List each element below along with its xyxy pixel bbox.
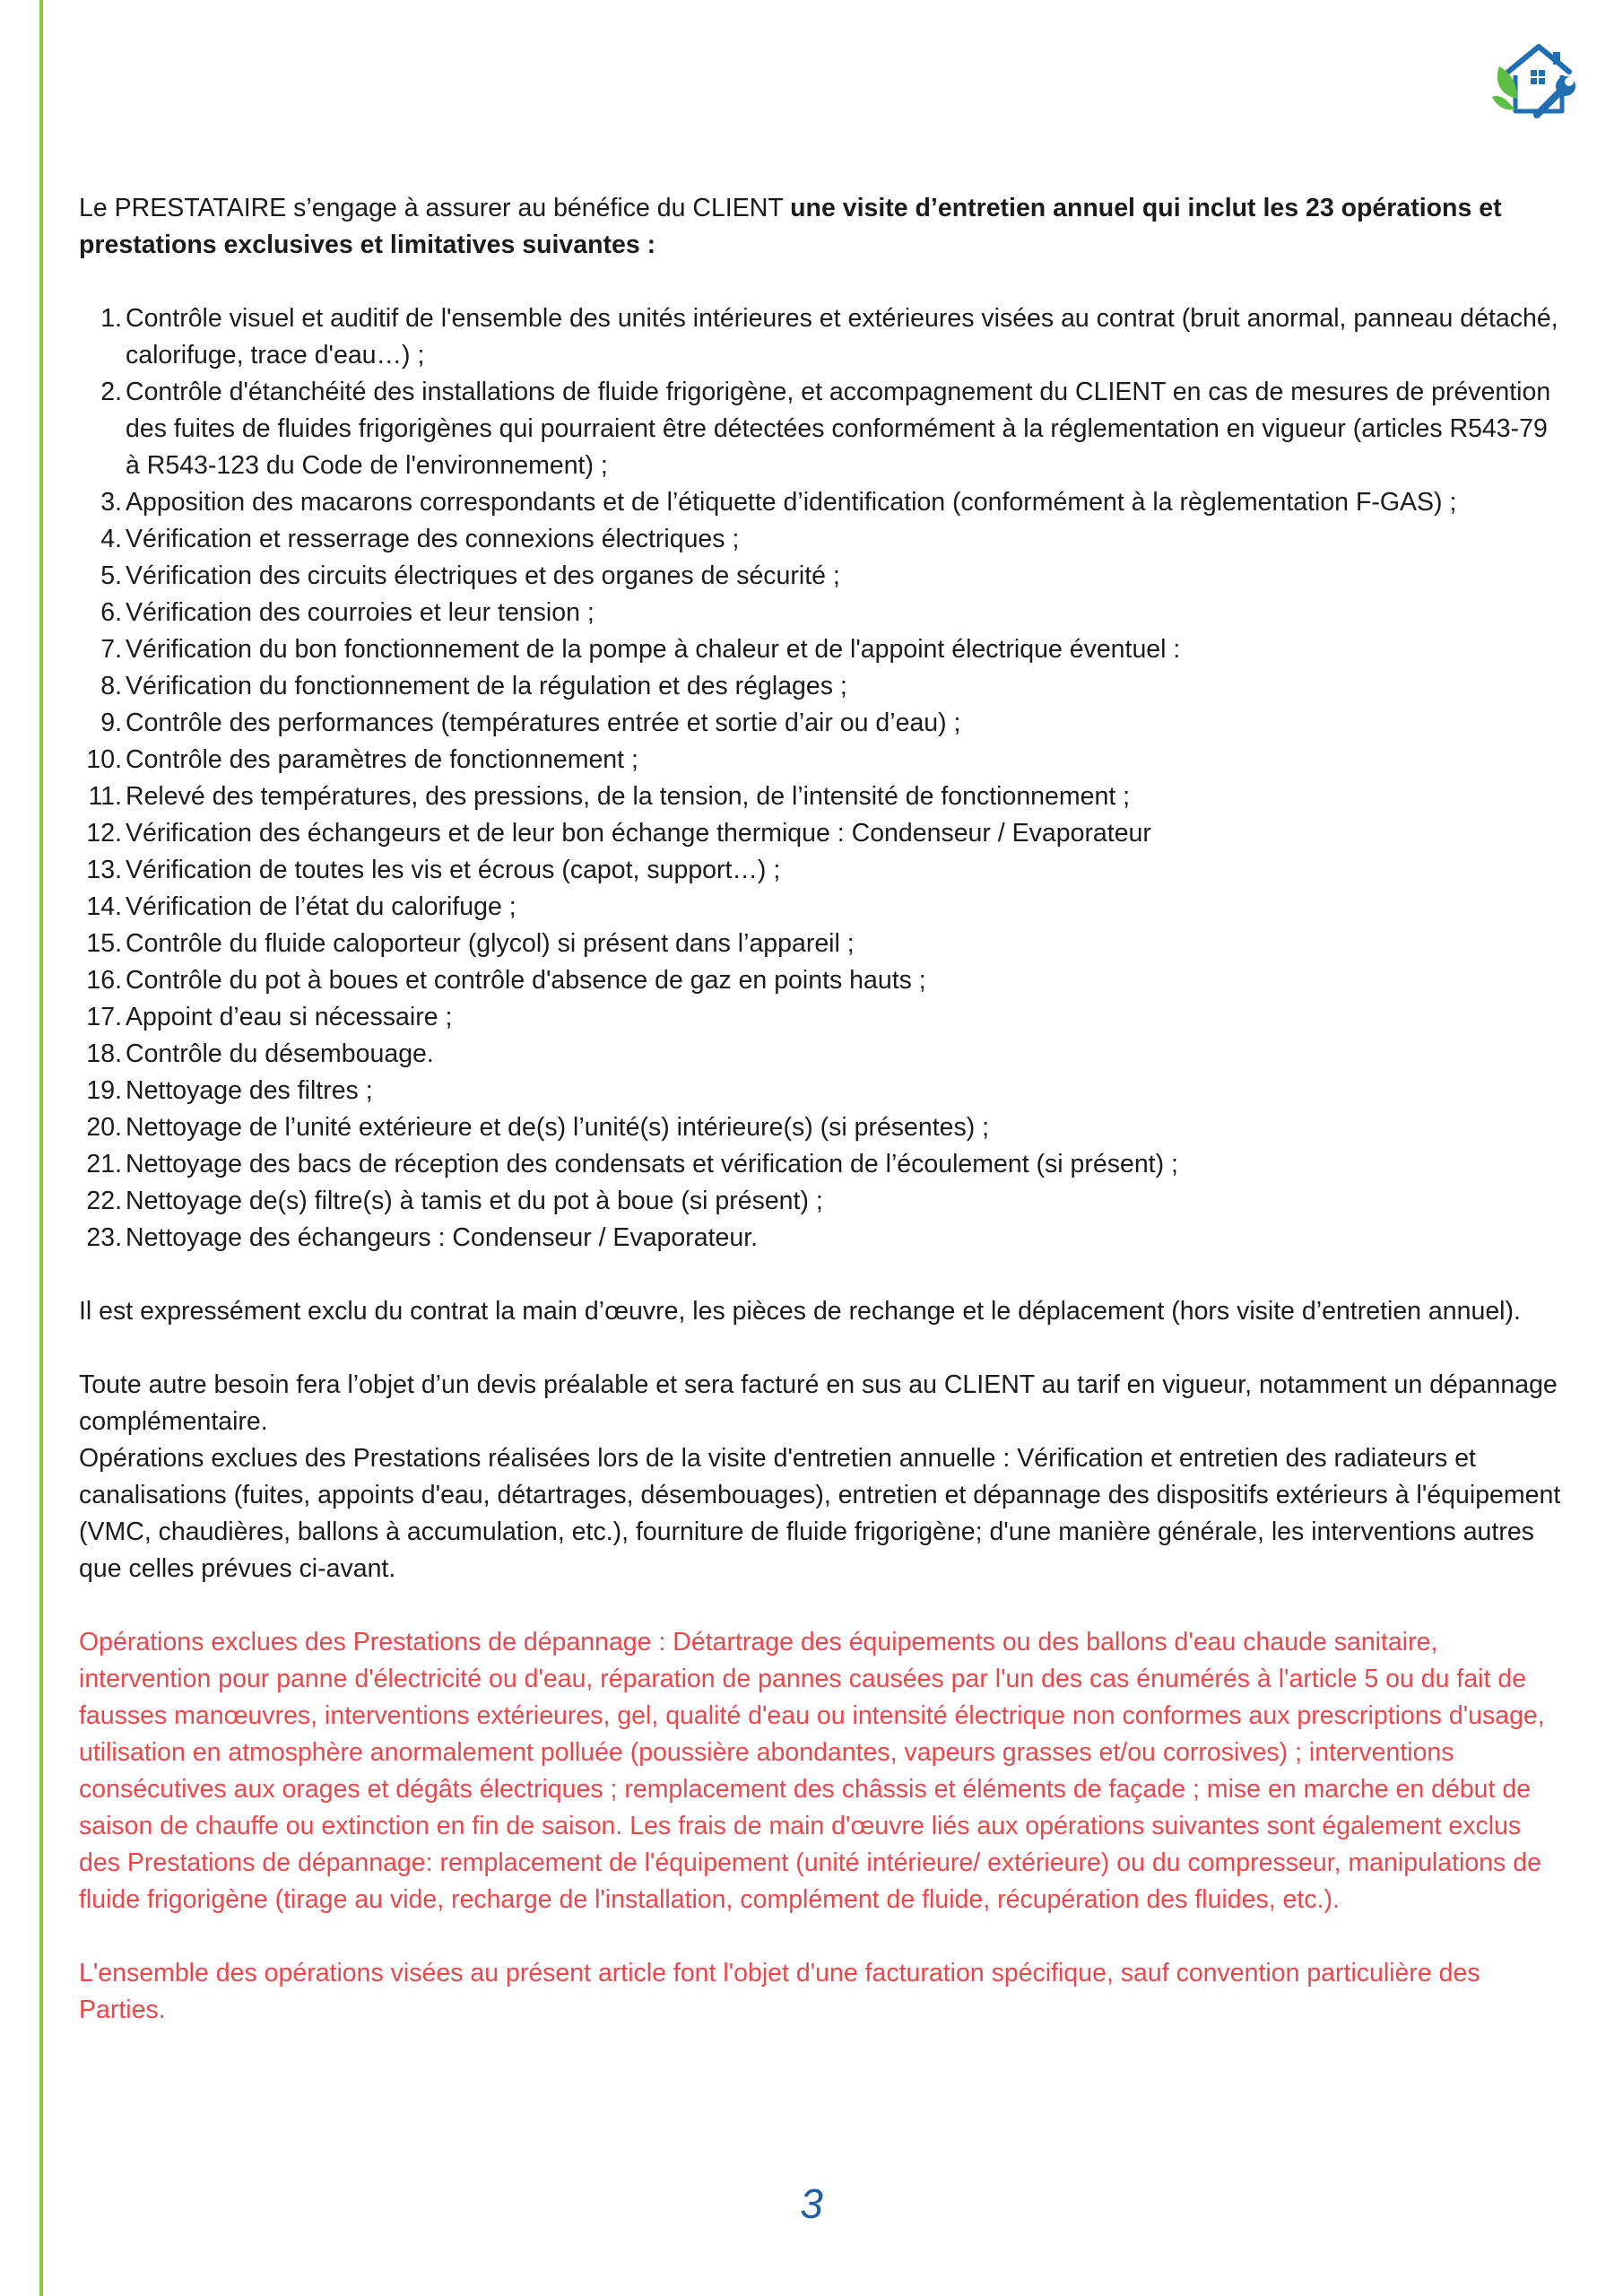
list-item: 13. Vérification de toutes les vis et écrous (capot, support…) ; (86, 856, 781, 884)
list-item: 7. Vérification du bon fonctionnement de la pompe à chaleur et de l'appoint électrique éventuel : (100, 635, 1181, 664)
list-item: 5. Vérification des circuits électriques et des organes de sécurité ; (100, 561, 840, 590)
house-leaf-wrench-icon (1490, 39, 1580, 126)
intro-bold: une visite d’entretien annuel qui inclut les 23 opérations et prestations exclusives et limitatives suivantes : (79, 194, 1502, 259)
list-item: 18. Contrôle du désembouage. (86, 1039, 434, 1068)
operations-list (79, 300, 1567, 1257)
list-item: 15. Contrôle du fluide caloporteur (glycol) si présent dans l’appareil ; (86, 929, 855, 958)
list-item: 6. Vérification des courroies et leur tension ; (100, 598, 595, 627)
breakdown-exclusions-paragraph: Opérations exclues des Prestations de dépannage : Détartrage des équipements ou des ballons d'eau chaude sanitaire, intervention pour panne d'électricité ou d'eau, réparation de pannes causées par l'un des cas énumérés à l'article 5 ou du fait de fausses manœuvres, interventions extérieures, gel, qualité d'eau ou intensité électrique non conformes aux prescriptions d'usage, utilisation en atmosphère anormalement polluée (poussière abondantes, vapeurs grasses et/ou corrosives) ; interventions consécutives aux orages et dégâts électriques ; remplacement des châssis et éléments de façade ; mise en marche en début de saison de chauffe ou extinction en fin de saison. Les frais de main d'œuvre liés aux opérations suivantes sont également exclus des Prestations de dépannage: remplacement de l'équipement (unité intérieure/ extérieure) ou du compresseur, manipulations de fluide frigorigène (tirage au vide, recharge de l'installation, complément de fluide, récupération des fluides, etc.). (79, 1628, 1545, 1914)
list-item: 17. Appoint d’eau si nécessaire ; (86, 1003, 453, 1031)
list-item: 19. Nettoyage des filtres ; (86, 1076, 373, 1105)
page-number: 3 (800, 2180, 823, 2227)
list-item: 23. Nettoyage des échangeurs : Condenseur / Evaporateur. (86, 1223, 759, 1252)
other-needs-paragraph: Toute autre besoin fera l’objet d’un devis préalable et sera facturé en sus au CLIENT au tarif en vigueur, notamment un dépannage complémentaire. (79, 1370, 1558, 1436)
list-item: 12. Vérification des échangeurs et de leur bon échange thermique : Condenseur / Evaporateur (86, 819, 1151, 848)
exclusion-paragraph: Il est expressément exclu du contrat la main d’œuvre, les pièces de rechange et le déplacement (hors visite d’entretien annuel). (79, 1297, 1521, 1326)
specific-billing-paragraph: L'ensemble des opérations visées au présent article font l'objet d'une facturation spécifique, sauf convention particulière des Parties. (79, 1959, 1480, 2024)
intro-paragraph (79, 190, 1567, 264)
list-item: 9. Contrôle des performances (températures entrée et sortie d’air ou d’eau) ; (100, 709, 961, 737)
intro-lead: Le PRESTATAIRE s’engage à assurer au bénéfice du CLIENT (79, 194, 791, 222)
list-item: 16. Contrôle du pot à boues et contrôle d'absence de gaz en points hauts ; (86, 966, 926, 995)
list-item: 20. Nettoyage de l’unité extérieure et de(s) l’unité(s) intérieure(s) (si présentes) ; (86, 1113, 990, 1142)
left-margin-rule (39, 0, 43, 2296)
list-item: 14. Vérification de l’état du calorifuge ; (86, 892, 516, 921)
list-item: 8. Vérification du fonctionnement de la régulation et des réglages ; (100, 672, 847, 700)
list-item: 21. Nettoyage des bacs de réception des condensats et vérification de l’écoulement (si présent) ; (86, 1150, 1178, 1178)
list-item: 1. Contrôle visuel et auditif de l'ensemble des unités intérieures et extérieures visées au contrat (bruit anormal, panneau détaché, calorifuge, trace d'eau…) ; (100, 304, 1558, 370)
list-item: 4. Vérification et resserrage des connexions électriques ; (100, 525, 740, 553)
list-item: 3. Apposition des macarons correspondants et de l’étiquette d’identification (conformément à la règlementation F-GAS) ; (100, 488, 1457, 517)
list-item: 10. Contrôle des paramètres de fonctionnement ; (86, 745, 638, 774)
list-item: 22. Nettoyage de(s) filtre(s) à tamis et du pot à boue (si présent) ; (86, 1187, 823, 1215)
excluded-operations-paragraph: Opérations exclues des Prestations réalisées lors de la visite d'entretien annuelle : Vérification et entretien des radiateurs et canalisations (fuites, appoints d'eau, détartrages, désembouages), entretien et dépannage des dispositifs extérieurs à l'équipement (VMC, chaudières, ballons à accumulation, etc.), fourniture de fluide frigorigène; d'une manière générale, les interventions autres que celles prévues ci-avant. (79, 1444, 1561, 1583)
article-body (79, 190, 1567, 2029)
list-item: 11. Relevé des températures, des pressions, de la tension, de l’intensité de fonctionnement ; (88, 782, 1131, 811)
list-item: 2. Contrôle d'étanchéité des installations de fluide frigorigène, et accompagnement du CLIENT en cas de mesures de prévention des fuites de fluides frigorigènes qui pourraient être détectées conformément à la réglementation en vigueur (articles R543-79 à R543-123 du Code de l'environnement) ; (100, 378, 1551, 480)
